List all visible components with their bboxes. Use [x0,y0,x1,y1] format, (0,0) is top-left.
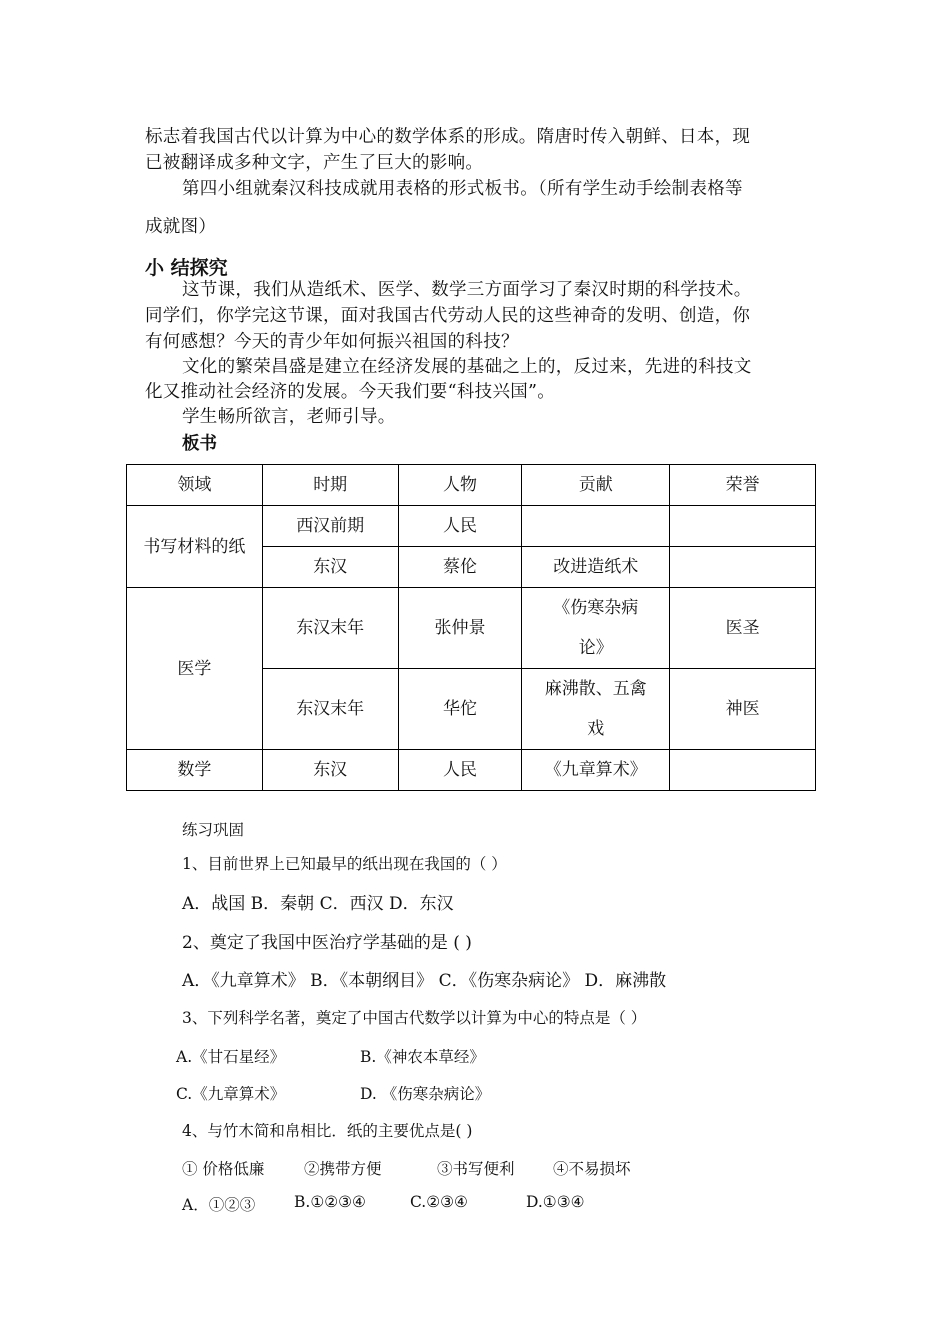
exercises-title: 练习巩固 [182,821,245,839]
period-cell: 东汉末年 [262,588,398,669]
summary-p3: 学生畅所欲言，老师引导。 [182,407,396,427]
summary-p1-line-2: 同学们，你学完这节课，面对我国古代劳动人民的这些神奇的发明、创造，你 [145,306,751,326]
honor-cell: 神医 [670,669,816,750]
table-row [127,588,816,669]
honor-cell [670,547,816,588]
table-header-row [127,465,816,506]
summary-p2-line-2: 化又推动社会经济的发展。今天我们要“科技兴国”。 [145,382,556,402]
header-cell: 领域 [127,465,263,506]
person-cell: 人民 [398,506,522,547]
question-4-item-3: ③书写便利 [437,1160,515,1178]
contribution-cell [522,588,670,669]
honor-cell: 医圣 [670,588,816,669]
question-3: 3、下列科学名著，奠定了中国古代数学以计算为中心的特点是（ ） [182,1009,647,1027]
person-cell: 人民 [398,750,522,791]
honor-cell [670,506,816,547]
question-2: 2、奠定了我国中医治疗学基础的是 ( ) [182,933,472,953]
table-row [127,750,816,791]
summary-p2-line-1: 文化的繁荣昌盛是建立在经济发展的基础之上的，反过来，先进的科技文 [182,357,752,377]
intro-line-1: 标志着我国古代以计算为中心的数学体系的形成。隋唐时传入朝鲜、日本，现 [145,127,751,147]
question-1-options: A．战国 B．秦朝 C．西汉 D．东汉 [182,894,454,914]
achievement-table [126,464,816,791]
question-4-option-c: C.②③④ [410,1193,468,1211]
period-cell: 东汉 [262,547,398,588]
question-4-item-1: ① 价格低廉 [182,1160,265,1178]
person-cell: 蔡伦 [398,547,522,588]
question-4-item-2: ②携带方便 [304,1160,382,1178]
header-cell: 贡献 [522,465,670,506]
period-cell: 西汉前期 [262,506,398,547]
person-cell: 张仲景 [398,588,522,669]
question-3-option-d: D. 《伤寒杂病论》 [360,1085,491,1103]
question-2-options: A．《九章算术》 B．《本朝纲目》 C．《伤寒杂病论》 D．麻沸散 [182,971,667,991]
contribution-line: 《伤寒杂病 [553,598,639,618]
contribution-cell: 《九章算术》 [522,750,670,791]
contribution-line: 麻沸散、五禽 [544,679,647,699]
field-cell: 数学 [127,750,263,791]
field-cell: 书写材料的纸 [127,506,263,588]
contribution-line: 戏 [587,719,605,739]
question-3-option-a: A.《甘石星经》 [176,1048,286,1066]
header-cell: 时期 [262,465,398,506]
period-cell: 东汉末年 [262,669,398,750]
summary-p1-line-3: 有何感想？今天的青少年如何振兴祖国的科技？ [145,332,519,352]
question-4-option-d: D.①③④ [526,1193,585,1211]
field-cell: 医学 [127,588,263,750]
question-3-option-c: C.《九章算术》 [176,1085,286,1103]
table-row [127,506,816,547]
summary-heading: 小 结探究 [145,257,228,279]
header-cell: 荣誉 [670,465,816,506]
contribution-cell [522,506,670,547]
person-cell: 华佗 [398,669,522,750]
summary-p1-line-1: 这节课，我们从造纸术、医学、数学三方面学习了秦汉时期的科学技术。 [182,280,752,300]
question-3-option-b: B.《神农本草经》 [360,1048,485,1066]
contribution-line: 论》 [578,638,613,658]
question-4-item-4: ④不易损坏 [553,1160,631,1178]
header-cell: 人物 [398,465,522,506]
contribution-cell [522,669,670,750]
intro-line-3: 第四小组就秦汉科技成就用表格的形式板书。（所有学生动手绘制表格等 [182,179,743,199]
question-4-option-a: A．①②③ [182,1196,256,1214]
question-4: 4、与竹木简和帛相比．纸的主要优点是( ) [182,1122,473,1140]
intro-line-2: 已被翻译成多种文字，产生了巨大的影响。 [145,153,484,173]
board-heading: 板书 [182,434,217,454]
intro-line-4: 成就图） [145,217,217,237]
question-4-option-b: B.①②③④ [294,1193,366,1211]
period-cell: 东汉 [262,750,398,791]
honor-cell [670,750,816,791]
contribution-cell: 改进造纸术 [522,547,670,588]
question-1: 1、目前世界上已知最早的纸出现在我国的（ ） [182,855,507,873]
